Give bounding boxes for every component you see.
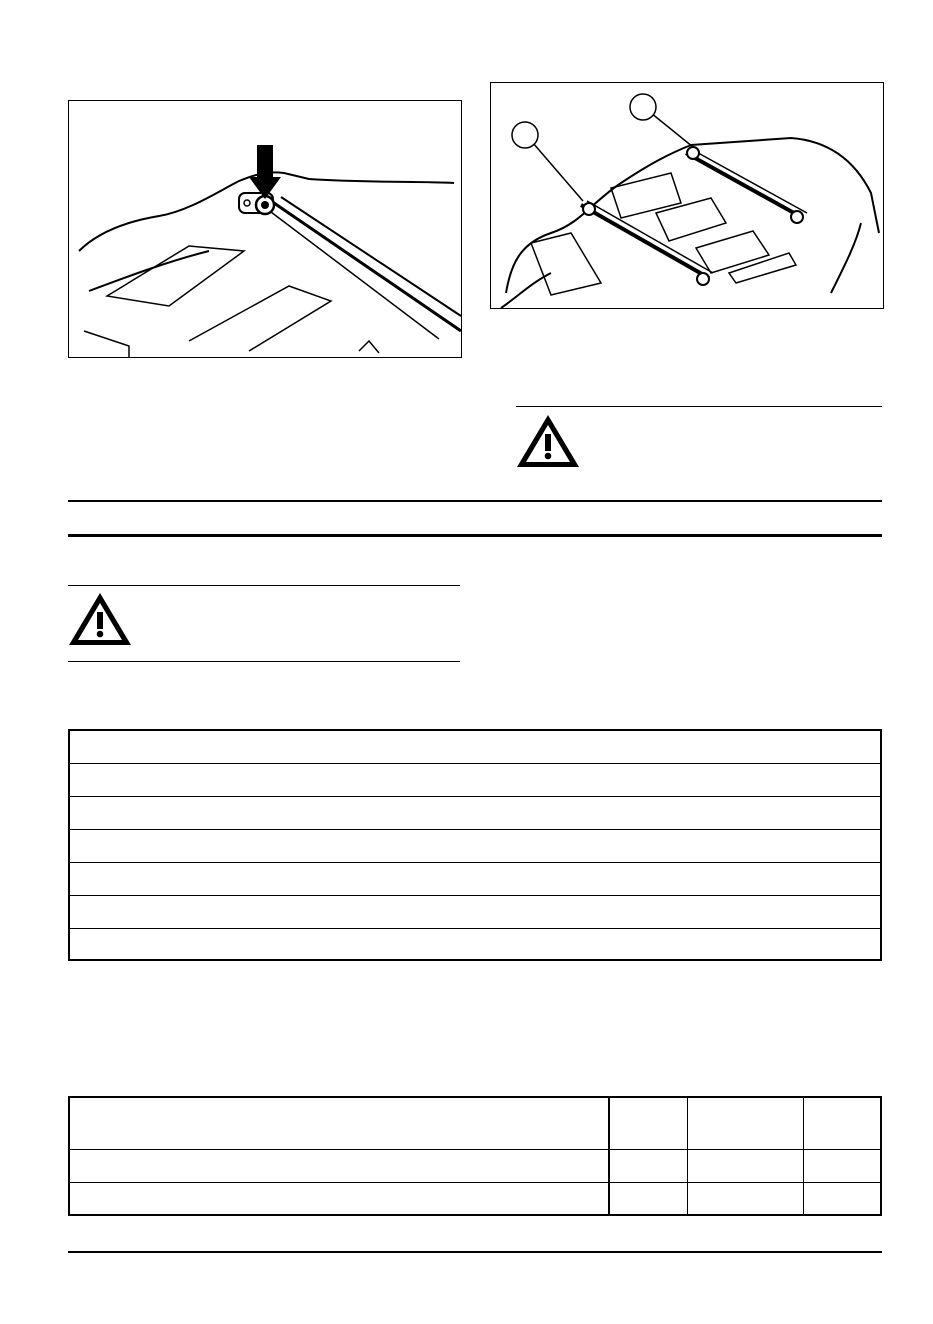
table-row xyxy=(69,896,881,929)
warning-left-top-rule xyxy=(68,585,460,586)
table-row xyxy=(69,764,881,797)
footer-rule xyxy=(68,1251,882,1253)
warning-left-bottom-rule xyxy=(68,661,460,662)
callout-1 xyxy=(512,122,583,201)
spec-table-1 xyxy=(68,729,882,961)
spec-table-2 xyxy=(68,1096,882,1216)
table-row xyxy=(69,1150,881,1183)
table-row xyxy=(69,1183,881,1216)
figure-right xyxy=(490,82,884,309)
warning-triangle-icon xyxy=(514,412,582,470)
table-row xyxy=(69,863,881,896)
section-bottom-rule xyxy=(68,534,882,537)
mower-rails-illustration xyxy=(491,83,883,308)
table-row xyxy=(69,929,881,961)
table-row xyxy=(69,730,881,764)
figure-left xyxy=(68,100,462,358)
section-top-rule xyxy=(68,500,882,502)
table-row xyxy=(69,797,881,830)
table-row xyxy=(69,830,881,863)
warning-right-top-rule xyxy=(516,406,882,407)
mower-top-illustration xyxy=(69,101,461,357)
table-header-row xyxy=(69,1097,881,1150)
warning-triangle-icon xyxy=(66,590,134,648)
callout-2 xyxy=(630,94,693,147)
